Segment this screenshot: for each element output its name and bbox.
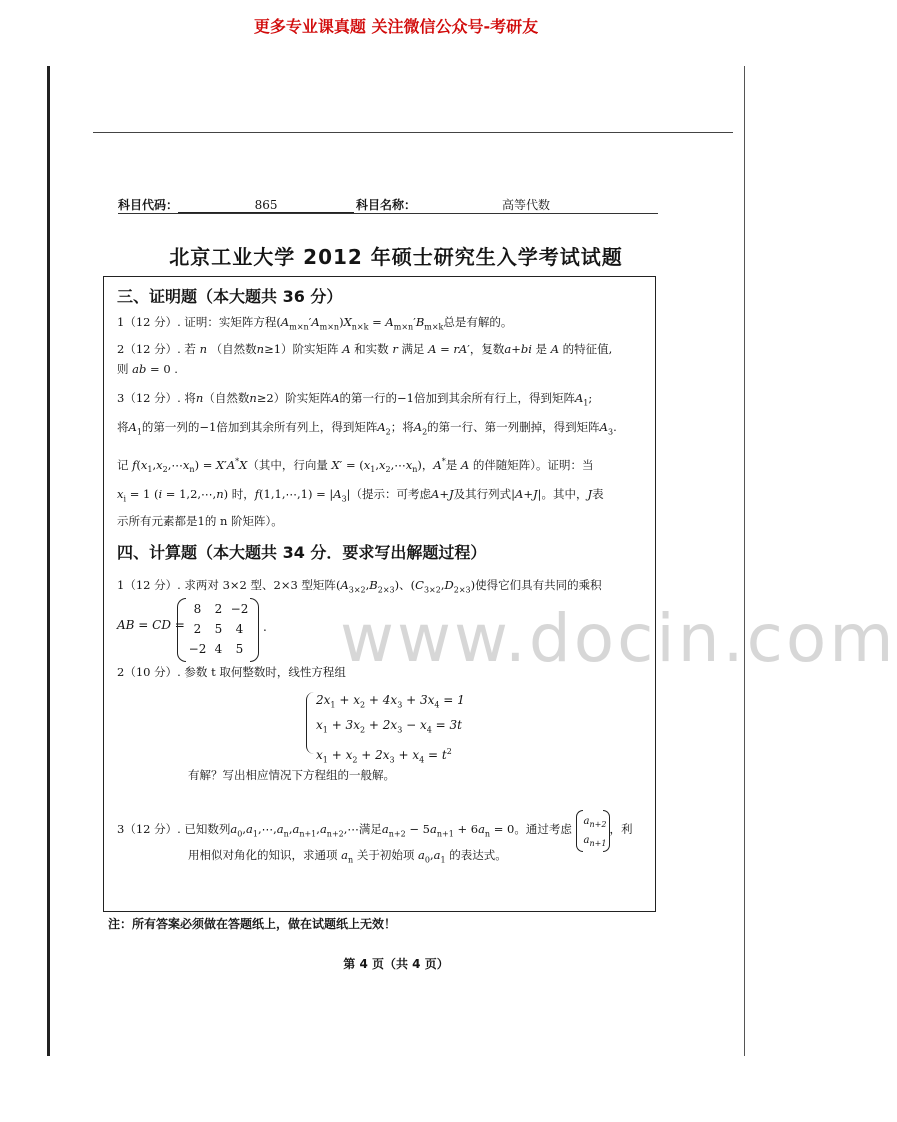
subject-code-label: 科目代码： bbox=[118, 198, 179, 212]
s3-q3-t2: （自然数 bbox=[203, 391, 250, 405]
s4-q2-t1: 参数 t 取何整数时，线性方程组 bbox=[184, 665, 346, 679]
s3-q2-points: 2（12 分）. bbox=[117, 342, 181, 356]
matrix-cell: 8 bbox=[193, 602, 202, 616]
s3-q3-t15: 时， bbox=[231, 487, 255, 501]
s3-q3-t8: 倍加到其余所有列上，得到矩阵 bbox=[216, 420, 378, 434]
matrix-left-bracket bbox=[177, 598, 186, 662]
equation-1: $2x_1 + x_2 + 4x_3 + 3x_4 = 1$ bbox=[316, 693, 465, 710]
s4-q1-t1: 求两对 3×2 型、2×3 型矩阵 bbox=[184, 578, 336, 592]
s3-q3-t14: 的伴随矩阵）。证明：当 bbox=[472, 457, 594, 472]
matrix-body bbox=[177, 598, 259, 660]
s3-q2-t3: ）阶实矩阵 bbox=[281, 342, 339, 356]
s3-question-3: 3（12 分）. 将n（自然数n≥2）阶实矩阵A的第一行的−1倍加到其余所有行上，得到矩阵$A_1$; bbox=[117, 391, 593, 408]
s4-q3-t3: 。通过考虑 bbox=[514, 822, 572, 836]
watermark: www.docin.com bbox=[340, 600, 897, 677]
matrix-cell: −2 bbox=[188, 642, 207, 656]
matrix-cell: −2 bbox=[230, 602, 249, 616]
matrix-cell: 2 bbox=[193, 622, 202, 636]
s3-question-3-line5: 示所有元素都是1的 n 阶矩阵）。 bbox=[117, 514, 283, 528]
subject-name-value: 高等代数 bbox=[416, 196, 636, 214]
s3-q2-t7: 是 bbox=[535, 342, 548, 356]
system-brace bbox=[306, 692, 315, 754]
s3-q3-t4: 的第一行的 bbox=[339, 391, 398, 405]
column-vector: $a_{n+2}$ $a_{n+1}$ bbox=[576, 810, 610, 850]
matrix-cell: 4 bbox=[214, 642, 223, 656]
s4-q1-t2: 、 bbox=[399, 578, 411, 592]
s3-question-1: 1（12 分）. 证明：实矩阵方程$(A_{m\times n}'A_{m\times n})X_{n\times k} = A_{m\times n}'B_{m\times k}$总是有解的。 bbox=[117, 315, 513, 332]
s4-q3-t4: ，利 bbox=[609, 822, 633, 836]
header-rule bbox=[118, 213, 658, 214]
section-4-heading: 四、计算题（本大题共 34 分．要求写出解题过程） bbox=[117, 543, 487, 562]
s3-question-3-line3: 记 $f(x_1,x_2,\cdots x_n) = X'A^*X$（其中，行向量 $X' = (x_1,x_2,\cdots x_n)$，A*是 A 的伴随矩阵）。证明：当 bbox=[117, 457, 594, 475]
s4-question-3-line2: 用相似对角化的知识，求通项 $a_n$ 关于初始项 $a_0,a_1$ 的表达式。 bbox=[188, 848, 507, 865]
s3-q1-text-end: 总是有解的。 bbox=[443, 315, 513, 329]
s4-question-1: 1（12 分）. 求两对 3×2 型、2×3 型矩阵$(A_{3\times 2},B_{2\times 3})$、$(C_{3\times 2},D_{2\times 3})$使得它们具有共同的乘积 bbox=[117, 578, 602, 595]
s3-q2-t8: 的特征值, bbox=[562, 342, 613, 356]
s3-question-2-line2: 则 ab = 0 . bbox=[117, 362, 178, 376]
s4-q3-t2: 满足 bbox=[358, 822, 382, 836]
subject-name-label: 科目名称： bbox=[356, 198, 417, 212]
promo-banner: 更多专业课真题 关注微信公众号-考研友 bbox=[253, 17, 539, 36]
s3-question-3-line2: 将$A_1$的第一列的−1倍加到其余所有列上，得到矩阵$A_2$；将$A_2$的第一行、第一列删掉，得到矩阵$A_3$. bbox=[117, 420, 617, 437]
s3-q3-t13: 是 bbox=[445, 457, 458, 472]
matrix-cell: 5 bbox=[214, 622, 223, 636]
s3-question-2: 2（12 分）. 若 n （自然数n≥1）阶实矩阵 A 和实数 r 满足 A = rA′，复数a+bi 是 A 的特征值, bbox=[117, 342, 613, 356]
subject-name bbox=[356, 196, 636, 214]
s3-q2-t5: 满足 bbox=[401, 342, 425, 356]
s3-q3-t12: （其中，行向量 bbox=[247, 457, 328, 472]
subject-code bbox=[118, 196, 354, 213]
subject-code-value: 865 bbox=[178, 198, 354, 213]
s3-q3-t6: 将 bbox=[117, 420, 129, 434]
exam-title: 北京工业大学 2012 年硕士研究生入学考试试题 bbox=[169, 245, 623, 269]
s3-q3-t18: 。其中， bbox=[541, 487, 588, 501]
s3-q3-t17: 及其行列式 bbox=[453, 487, 512, 501]
top-divider bbox=[93, 132, 733, 133]
matrix-cell: 5 bbox=[235, 642, 244, 656]
matrix-prefix: AB = CD = bbox=[117, 618, 185, 632]
s3-q2-t6: ，复数 bbox=[469, 342, 505, 356]
s3-q2-t4: 和实数 bbox=[354, 342, 389, 356]
s3-q3-t5: 倍加到其余所有行上，得到矩阵 bbox=[413, 391, 575, 405]
s3-q3-t16: （提示：可考虑 bbox=[350, 487, 432, 501]
answer-note: 注：所有答案必须做在答题纸上，做在试题纸上无效！ bbox=[108, 917, 397, 931]
s3-q1-text: 证明：实矩阵方程 bbox=[184, 315, 277, 329]
s4-question-3: 3（12 分）. 已知数列$a_0,a_1,\cdots,a_n,a_{n+1},a_{n+2},\cdots$满足$a_{n+2} - 5a_{n+1} + 6a_n = 0$。通过考虑 $a_{n+2}$ $a_{n+1}$ ，利 bbox=[117, 810, 633, 850]
s3-q3-t10: 的第一行、第一列删掉，得到矩阵 bbox=[427, 420, 600, 434]
s3-question-3-line4: $x_i = 1$ (i = 1,2,⋯,n) 时，f(1,1,⋯,1) = $|A_3|$（提示：可考虑A+J及其行列式|A+J|。其中，J表 bbox=[117, 487, 604, 504]
s4-question-2 bbox=[117, 663, 346, 681]
s3-q3-points: 3（12 分）. bbox=[117, 391, 181, 405]
s3-q3-t11: 记 bbox=[117, 457, 129, 472]
s4-q3-t5: 用相似对角化的知识，求通项 bbox=[188, 848, 338, 862]
s4-q1-t3: 使得它们具有共同的乘积 bbox=[475, 578, 602, 592]
s4-q3-t1: 已知数列 bbox=[184, 822, 231, 836]
section-3-heading: 三、证明题（本大题共 36 分） bbox=[117, 287, 343, 306]
s4-question-2-line2: 有解？写出相应情况下方程组的一般解。 bbox=[188, 768, 395, 782]
s3-q3-t9: ；将 bbox=[390, 420, 414, 434]
matrix-cell: 2 bbox=[214, 602, 223, 616]
s4-q1-points: 1（12 分）. bbox=[117, 578, 181, 592]
s4-q3-t6: 关于初始项 bbox=[356, 848, 415, 862]
s3-q1-points: 1（12 分）. bbox=[117, 315, 181, 329]
equation-3: $x_1 + x_2 + 2x_3 + x_4 = t^2$ bbox=[316, 746, 452, 765]
scan-edge-left bbox=[47, 66, 50, 1056]
page-number: 第 4 页（共 4 页） bbox=[343, 957, 449, 971]
s3-q2-t2: （自然数 bbox=[210, 342, 257, 356]
s4-q3-points: 3（12 分）. bbox=[117, 822, 181, 836]
matrix-entries bbox=[187, 599, 250, 659]
s3-q3-t19: 表 bbox=[592, 487, 604, 501]
linear-system bbox=[316, 690, 465, 770]
s3-q3-t3: ）阶实矩阵 bbox=[273, 391, 332, 405]
s4-q3-t7: 的表达式。 bbox=[449, 848, 507, 862]
s3-q3-t7: 的第一列的 bbox=[141, 420, 200, 434]
equation-2: $x_1 + 3x_2 + 2x_3 - x_4 = 3t$ bbox=[316, 718, 462, 735]
matrix-right-bracket bbox=[250, 598, 259, 662]
s3-q2-t1: 若 bbox=[184, 342, 196, 356]
scan-edge-right bbox=[744, 66, 745, 1056]
s4-q2-points: 2（10 分）. bbox=[117, 665, 181, 679]
s3-q3-t1: 将 bbox=[184, 391, 196, 405]
matrix-cell: 4 bbox=[235, 622, 244, 636]
s3-q2-t9: 则 bbox=[117, 362, 129, 376]
